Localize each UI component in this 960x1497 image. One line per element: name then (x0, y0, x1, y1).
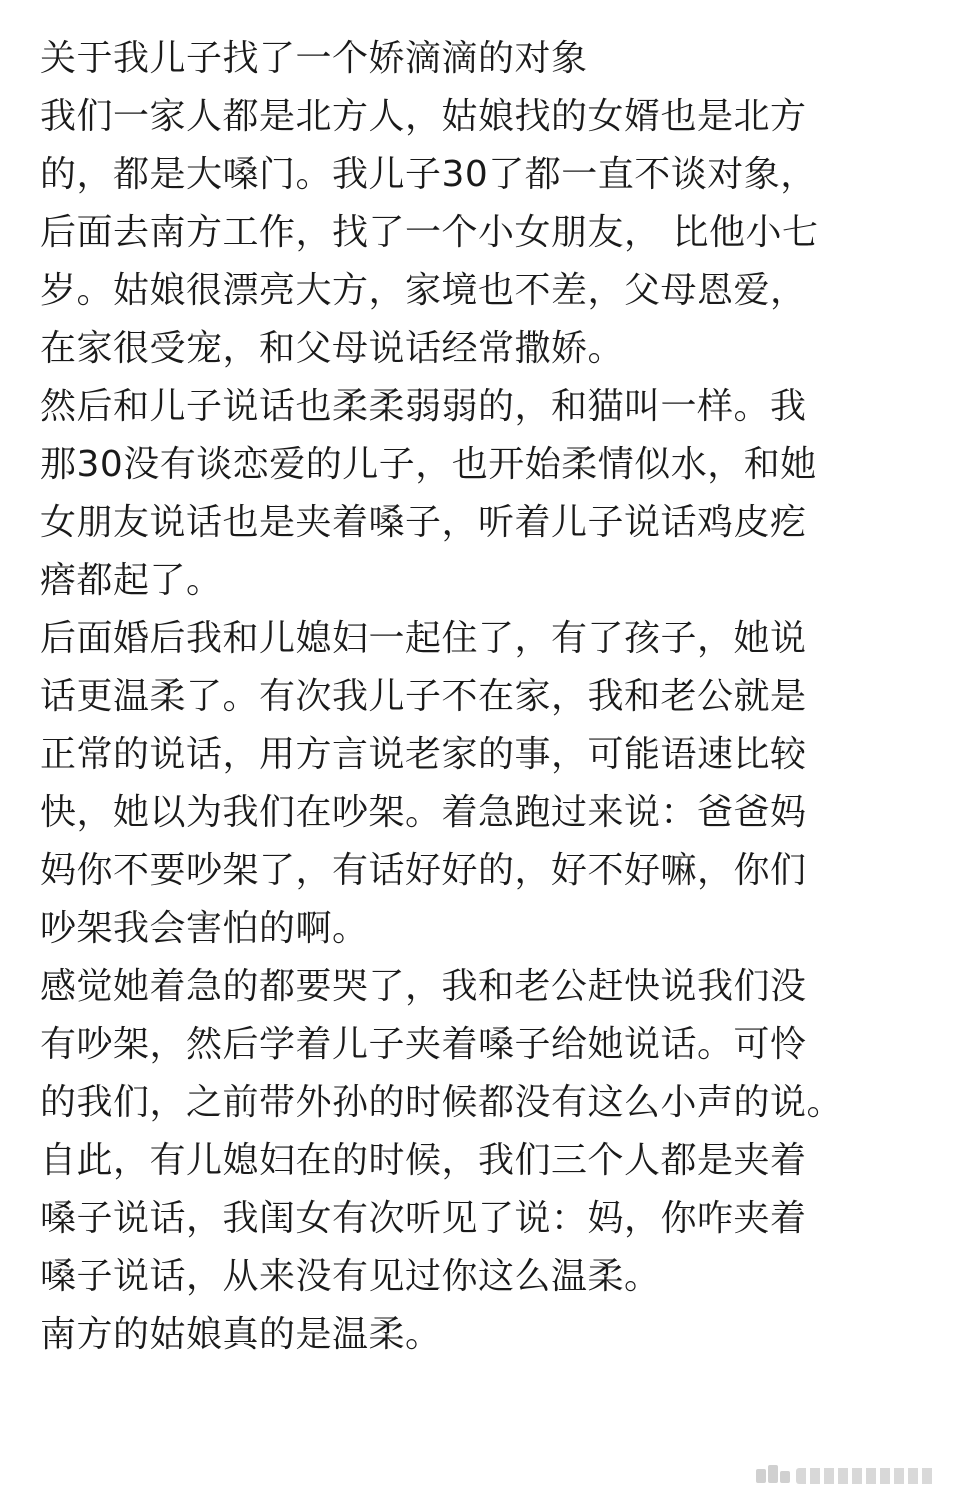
paragraph-4: 感觉她着急的都要哭了，我和老公赶快说我们没 有吵架，然后学着儿子夹着嗓子给她说话。可怜 的我们，之前带外孙的时候都没有这么小声的说。 (40, 966, 844, 1123)
paragraph-2: 然后和儿子说话也柔柔弱弱的，和猫叫一样。我 那30没有谈恋爱的儿子，也开始柔情似水，和她 女朋友说话也是夹着嗓子，听着儿子说话鸡皮疙 瘩都起了。 (40, 386, 817, 601)
paragraph-5: 自此，有儿媳妇在的时候，我们三个人都是夹着 嗓子说话，我闺女有次听见了说：妈，你咋夹着 嗓子说话，从来没有见过你这么温柔。 (40, 1140, 807, 1297)
post-title: 关于我儿子找了一个娇滴滴的对象 (40, 38, 588, 79)
watermark-logo-icon (756, 1465, 790, 1487)
paragraph-1: 我们一家人都是北方人，姑娘找的女婿也是北方 的，都是大嗓门。我儿子30了都一直不谈对象， 后面去南方工作，找了一个小女朋友， 比他小七 岁。姑娘很漂亮大方，家境也不差，父母恩爱， 在家很受宠，和父母说话经常撒娇。 (40, 96, 819, 369)
post-body (40, 30, 920, 1364)
paragraph-6: 南方的姑娘真的是温柔。 (40, 1314, 442, 1355)
watermark-text (796, 1468, 936, 1484)
watermark (756, 1465, 936, 1487)
paragraph-3: 后面婚后我和儿媳妇一起住了，有了孩子，她说 话更温柔了。有次我儿子不在家，我和老公就是 正常的说话，用方言说老家的事，可能语速比较 快，她以为我们在吵架。着急跑过来说：爸爸妈 妈你不要吵架了，有话好好的，好不好嘛，你们 吵架我会害怕的啊。 (40, 618, 807, 949)
